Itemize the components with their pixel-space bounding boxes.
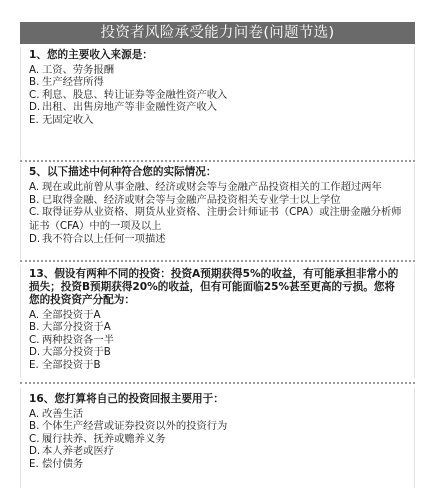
option-text: 我不符合以上任何一项描述 [42,232,166,245]
option-d[interactable] [29,101,404,114]
page-title: 投资者风险承受能力问卷(问题节选) [20,22,415,44]
option-c[interactable] [29,89,404,102]
question-card-13 [20,265,415,378]
question-text: 您的主要收入来源是： [46,49,153,61]
option-letter: D. [29,346,41,359]
question-title [29,393,404,407]
option-letter: A. [29,180,40,193]
question-text: 以下描述中何种符合您的实际情况： [46,166,217,178]
option-c[interactable] [29,334,404,347]
option-text: 现在或此前曾从事金融、经济或财会等与金融产品投资相关的工作超过两年 [42,180,382,193]
question-title [29,166,404,180]
question-divider [20,382,415,384]
option-letter: A. [29,308,40,321]
option-letter: C. [29,432,40,445]
option-text: 全部投资于A [42,308,101,321]
option-text: 个体生产经营或证券投资以外的投资行为 [42,420,228,433]
option-text: 本人养老或医疗 [42,445,115,458]
option-d[interactable] [29,445,404,458]
option-b[interactable] [29,76,404,89]
question-card-5 [20,163,415,259]
question-title [29,268,404,308]
option-letter: D. [29,445,41,458]
option-text: 改善生活 [42,407,84,420]
option-b[interactable] [29,321,404,334]
option-c[interactable] [29,433,404,446]
option-e[interactable] [29,114,404,127]
option-letter: D. [29,232,41,245]
question-title [29,49,404,63]
option-d[interactable] [29,346,404,359]
option-text: 两种投资各一半 [42,333,115,346]
question-number: 1、 [29,49,47,61]
option-letter: C. [29,88,40,101]
option-letter: E. [29,358,39,371]
question-number: 5、 [29,166,47,178]
question-text: 您打算将自己的投资回报主要用于： [54,393,224,405]
option-text: 生产经营所得 [42,76,104,89]
option-letter: A. [29,63,40,76]
option-letter: C. [29,206,40,219]
option-letter: B. [29,321,40,334]
option-letter: A. [29,407,40,420]
option-a[interactable] [29,181,404,194]
option-text: 工资、劳务报酬 [42,63,115,76]
option-text: 已取得金融、经济或财会等与金融产品投资相关专业学士以上学位 [42,193,341,206]
option-letter: E. [29,457,39,470]
option-text: 出租、出售房地产等非金融性资产收入 [42,101,218,114]
option-text: 取得证券从业资格、期货从业资格、注册会计师证书（CPA）或注册金融分析师证书（CFA）中的一项及以上 [29,206,402,232]
option-a[interactable] [29,64,404,77]
option-letter: E. [29,113,39,126]
option-b[interactable] [29,194,404,207]
option-text: 偿付债务 [42,457,84,470]
question-card-1 [20,47,415,159]
option-letter: B. [29,193,40,206]
question-text: 假设有两种不同的投资：投资A预期获得5%的收益，有可能承担非常小的损失；投资B预期获得20%的收益，但有可能面临25%甚至更高的亏损。您将您的投资资产分配为： [29,268,399,307]
option-a[interactable] [29,408,404,421]
option-text: 利息、股息、转让证券等金融性资产收入 [42,88,228,101]
option-e[interactable] [29,458,404,471]
question-divider [20,260,415,262]
option-b[interactable] [29,420,404,433]
question-card-16 [20,388,415,488]
option-text: 全部投资于B [42,358,101,371]
option-d[interactable] [29,233,404,246]
option-text: 大部分投资于B [42,346,111,359]
option-text: 无固定收入 [42,113,94,126]
option-e[interactable] [29,359,404,372]
option-text: 大部分投资于A [42,321,111,334]
option-letter: D. [29,101,41,114]
option-a[interactable] [29,309,404,322]
question-divider [20,160,415,162]
option-letter: B. [29,420,40,433]
option-letter: B. [29,76,40,89]
question-number: 16、 [29,393,55,405]
option-c[interactable] [29,206,404,232]
question-number: 13、 [29,268,55,280]
option-letter: C. [29,333,40,346]
option-text: 履行扶养、抚养或赡养义务 [42,432,166,445]
